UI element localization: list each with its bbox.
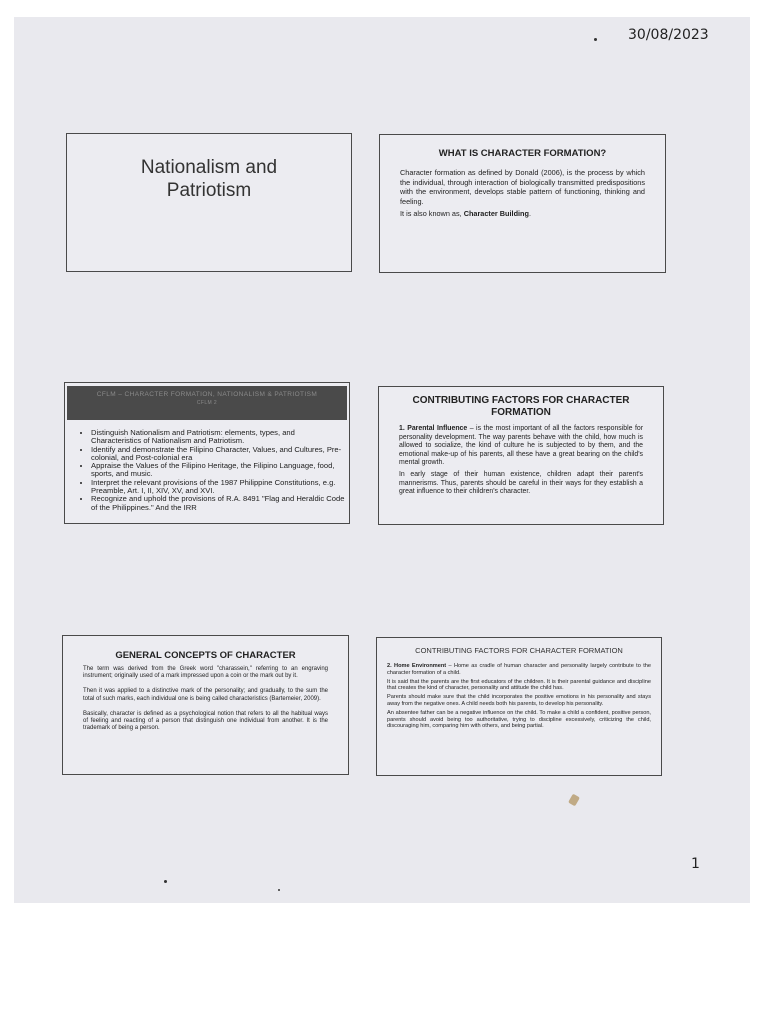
page-date: 30/08/2023 (628, 27, 709, 43)
early-stage-paragraph: In early stage of their human existence, children adapt their parent's mannerisms. Thus, parents should be careful in their ways for they establish a great influence to their children's character. (399, 470, 643, 496)
slide-title (66, 133, 352, 272)
scan-speck (164, 880, 167, 883)
title-line-1: Nationalism and (140, 157, 278, 178)
page-number: 1 (691, 856, 700, 872)
title-line-2: Patriotism (166, 180, 252, 201)
home-environment-paragraph (387, 663, 651, 677)
objective-item: • Recognize and uphold the provisions of R.A. 8491 "Flag and Heraldic Code of the Philippines." And the IRR (91, 495, 345, 512)
parental-influence-paragraph (399, 425, 643, 468)
slide-heading: WHAT IS CHARACTER FORMATION? (438, 148, 607, 159)
slide-what-is-character-formation (379, 134, 666, 273)
first-educators-paragraph: It is said that the parents are the first educators of the children. It is their parental guidance and discipline that creates the kind of character, personality and attitude the child has. (387, 678, 651, 692)
slide-contributing-factors-1 (378, 386, 664, 525)
slide-body (400, 168, 645, 219)
slide-general-concepts (62, 635, 349, 775)
banner-title: CFLM – CHARACTER FORMATION, NATIONALISM & PATRIOTISM (96, 391, 318, 398)
also-known-paragraph (400, 209, 645, 219)
objective-item: • Appraise the Values of the Filipino Heritage, the Filipino Language, food, sports, and music. (91, 462, 345, 479)
objective-item: • Identify and demonstrate the Filipino Character, Values, and Cultures, Pre-colonial, and Post-colonial era (91, 446, 345, 463)
character-building-term: Character Building (463, 209, 529, 219)
positive-emotions-paragraph: Parents should make sure that the child incorporates the positive emotions in his personality and stays away from the negative ones. A child needs both his parents, to develop his personality. (387, 694, 651, 707)
slide-heading: CONTRIBUTING FACTORS FOR CHARACTER FORMATION (412, 395, 630, 418)
definition-paragraph: Basically, character is defined as a psychological notion that refers to all the habitual ways of feeling and reacting of a person that distinguish one individual from another. It is the trademark of being a person. (83, 710, 328, 732)
definition-paragraph: Character formation as defined by Donald (2006), is the process by which the individual, through interaction of biologically transmitted predispositions with the environment, develops stable pattern of functioning, thinking and feeling. (400, 168, 645, 206)
also-known-end: . (528, 209, 531, 219)
absentee-father-paragraph: An absentee father can be a negative influence on the child. To make a child a confident, positive person, parents should avoid being too authoritative, trying to discipline excessively, criticizing the child, discouraging him, comparing him with others, and being partial. (387, 709, 651, 730)
slide-body (387, 663, 651, 730)
also-known-lead: It is also known as, (400, 209, 464, 219)
objective-item: • Distinguish Nationalism and Patriotism: elements, types, and Characteristics of Nationalism and Patriotism. (91, 429, 345, 446)
slide-contributing-factors-2 (376, 637, 662, 776)
scan-speck (594, 38, 597, 41)
slide-heading: GENERAL CONCEPTS OF CHARACTER (115, 650, 296, 661)
parental-influence-term: 1. Parental Influence (399, 425, 468, 432)
slide-body (399, 425, 643, 497)
parental-influence-text: – is the most important of all the factors responsible for personality development. The way parents behave with the child, how much is allowed to socialize, the kind of culture he is subjected to by them, and the emotional make-up of his parents, all these have a great bearing on the child's mental growth. (399, 425, 643, 467)
slide-heading: CONTRIBUTING FACTORS FOR CHARACTER FORMATION (415, 646, 623, 655)
home-environment-term: 2. Home Environment (387, 663, 447, 669)
objectives-list (65, 429, 345, 512)
slide-title-text (67, 156, 351, 202)
objective-item: • Interpret the relevant provisions of the 1987 Philippine Constitutions, e.g. Preamble, Art. I, II, XIV, XV, and XVI. (91, 479, 345, 496)
home-environment-text: – Home as cradle of human character and personality largely contribute to the character formation of a child. (387, 663, 651, 676)
banner-subtitle: CFLM 2 (196, 400, 218, 406)
course-banner (67, 386, 347, 420)
distinctive-mark-paragraph: Then it was applied to a distinctive mark of the personality; and gradually, to the sum the total of such marks, each individual one is being called characteristics (Bartemeier, 2009). (83, 688, 328, 702)
etymology-paragraph: The term was derived from the Greek word "charassein," referring to an engraving instrument; originally used of a mark impressed upon a coin or the mark out by it. (83, 666, 328, 680)
scan-speck (278, 889, 280, 891)
slide-objectives (64, 382, 350, 524)
slide-body (83, 666, 328, 732)
